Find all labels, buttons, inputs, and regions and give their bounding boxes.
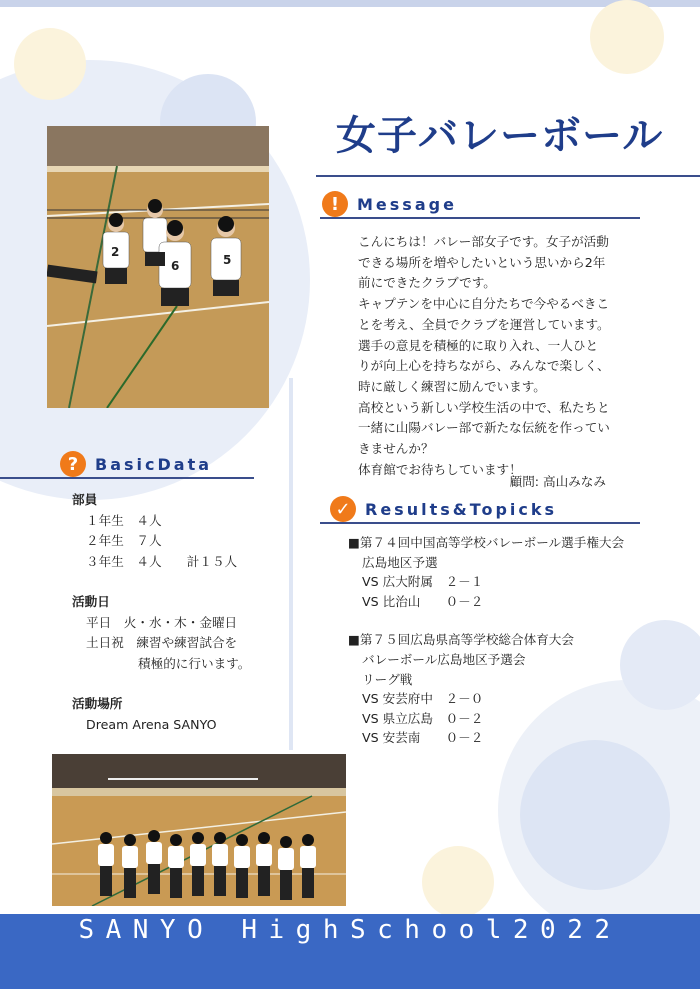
results-underline xyxy=(320,522,640,524)
members-label: 部員 xyxy=(72,492,98,507)
game-result: VS 安芸南 ０－２ xyxy=(362,730,484,746)
results-list xyxy=(348,533,624,748)
svg-text:5: 5 xyxy=(223,253,232,267)
message-heading xyxy=(322,191,457,217)
divider-line xyxy=(289,378,293,750)
deco-circle xyxy=(520,740,670,890)
activity-row: 積極的に行います。 xyxy=(138,655,251,671)
member-row: １年生 ４人 xyxy=(86,512,162,528)
member-row: ３年生 ４人 計１５人 xyxy=(86,553,238,569)
basic-heading-text: BasicData xyxy=(95,454,213,474)
tournament-title: ■第７４回中国高等学校バレーボール選手権大会 xyxy=(348,535,625,550)
svg-text:2: 2 xyxy=(111,245,120,259)
place-label: 活動場所 xyxy=(72,696,123,711)
member-row: ２年生 ７人 xyxy=(86,533,162,548)
basic-heading xyxy=(60,451,212,477)
message-paragraph: キャプテンを中心に自分たちで今やるべきことを考え、全員でクラブを運営しています。選手の意見を積極的に取り入れ、一人ひとりが向上心を持ちながら、みんなで楽しく、時に厳しく練習に励んでいます。 xyxy=(358,296,610,394)
footer-text: SANYO HighSchool2022 xyxy=(78,915,622,945)
game-result: VS 安芸府中 ２－０ xyxy=(362,691,484,707)
members-list xyxy=(72,511,250,573)
basic-underline xyxy=(0,477,254,479)
tournament-sub: バレーボール広島地区予選会 xyxy=(362,651,526,667)
results-heading xyxy=(330,496,557,522)
message-underline xyxy=(320,217,640,219)
place-value: Dream Arena SANYO xyxy=(86,716,217,732)
advisor-signature: 顧問: 高山みなみ xyxy=(509,474,606,489)
message-paragraph: 高校という新しい学校生活の中で、私たちと一緒に山陽バレー部で新たな伝統を作っていきませんか？ xyxy=(358,399,610,457)
activity-label: 活動日 xyxy=(72,594,110,609)
team-photo-top xyxy=(47,126,269,408)
message-body xyxy=(358,232,610,480)
title-underline xyxy=(316,175,700,177)
game-result: VS 比治山 ０－２ xyxy=(362,593,484,609)
question-icon: ? xyxy=(60,451,86,477)
activity-row: 土日祝 練習や練習試合を xyxy=(86,635,238,650)
top-bar xyxy=(0,0,700,7)
game-result: VS 県立広島 ０－２ xyxy=(362,710,484,726)
activity-row: 平日 火・水・木・金曜日 xyxy=(86,614,238,630)
deco-circle xyxy=(422,846,494,918)
tournament-sub: リーグ戦 xyxy=(362,671,413,687)
message-heading-text: Message xyxy=(357,194,457,214)
deco-circle xyxy=(14,28,86,100)
page-title: 女子バレーボール xyxy=(336,113,664,159)
activity-list xyxy=(72,613,250,675)
svg-text:6: 6 xyxy=(171,259,180,273)
team-photo-bottom xyxy=(52,754,346,906)
deco-circle xyxy=(590,0,664,74)
tournament-title: ■第７５回広島県高等学校総合体育大会 xyxy=(348,632,574,648)
check-icon: ✓ xyxy=(330,496,356,522)
exclamation-icon: ! xyxy=(322,191,348,217)
deco-circle xyxy=(620,620,700,710)
tournament-sub: 広島地区予選 xyxy=(362,554,438,570)
message-paragraph: こんにちは！バレー部女子です。女子が活動できる場所を増やしたいという思いから2年前にできたクラブです。 xyxy=(358,234,609,291)
message-paragraph: 体育館でお待ちしています！ xyxy=(358,461,522,477)
basic-data xyxy=(72,490,250,735)
game-result: VS 広大附属 ２－１ xyxy=(362,574,484,590)
results-heading-text: Results&Topicks xyxy=(365,499,558,519)
